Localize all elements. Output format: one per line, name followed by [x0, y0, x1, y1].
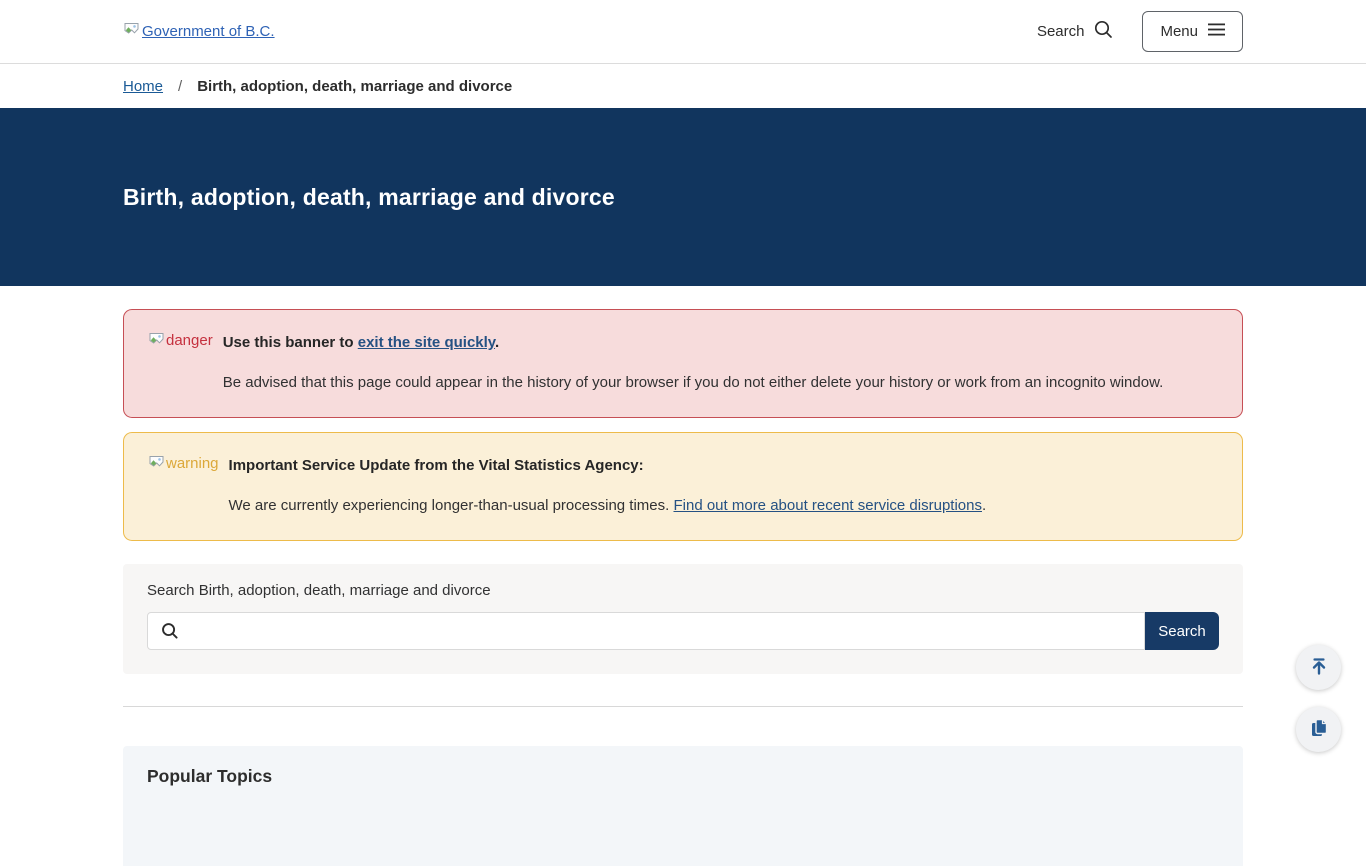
- warning-body-text: We are currently experiencing longer-than-usual processing times.: [228, 497, 674, 514]
- topic-search-panel: [123, 564, 1243, 674]
- danger-icon-alt-text: danger: [166, 332, 213, 349]
- topic-search-submit-button[interactable]: Search: [1145, 612, 1219, 650]
- warning-alert-body: [229, 496, 1218, 516]
- breadcrumb: [0, 64, 1366, 108]
- hamburger-icon: [1208, 23, 1225, 40]
- danger-alert: [123, 309, 1243, 418]
- magnifier-icon: [1093, 19, 1114, 44]
- header-search-button[interactable]: [1037, 19, 1115, 44]
- danger-alert-heading: [223, 332, 1218, 352]
- danger-lead-suffix: .: [495, 334, 500, 351]
- exit-site-quickly-link[interactable]: exit the site quickly: [357, 334, 496, 351]
- danger-lead-text: Use this banner to: [222, 334, 358, 351]
- danger-alert-icon-cell: [148, 332, 213, 352]
- service-disruptions-link[interactable]: Find out more about recent service disruptions: [673, 497, 982, 514]
- site-header: [0, 0, 1366, 64]
- arrow-up-to-line-icon: [1308, 655, 1330, 680]
- main-content: [123, 286, 1243, 866]
- section-divider: [123, 706, 1243, 707]
- warning-icon-alt-text: warning: [166, 455, 219, 472]
- breadcrumb-current-page: Birth, adoption, death, marriage and divorce: [197, 77, 513, 95]
- topic-search-label: Search Birth, adoption, death, marriage and divorce: [147, 582, 491, 599]
- warning-body-suffix: .: [981, 497, 987, 514]
- broken-image-icon: [148, 455, 165, 475]
- danger-alert-body: Be advised that this page could appear in the history of your browser if you do not either delete your history or work from an incognito window.: [222, 374, 1164, 391]
- menu-button-label: Menu: [1160, 23, 1198, 40]
- broken-image-icon: [148, 332, 165, 352]
- warning-alert-heading: Important Service Update from the Vital Statistics Agency:: [228, 457, 644, 474]
- page-title: Birth, adoption, death, marriage and divorce: [123, 183, 615, 210]
- hero-banner: [0, 108, 1366, 286]
- popular-topics-heading: Popular Topics: [147, 766, 273, 786]
- logo-alt-text: Government of B.C.: [142, 23, 275, 40]
- breadcrumb-separator: /: [178, 77, 183, 95]
- warning-alert-icon-cell: [148, 455, 219, 475]
- copy-pages-icon: [1308, 717, 1330, 742]
- broken-image-icon: [123, 22, 140, 42]
- topic-search-input[interactable]: [147, 612, 1145, 650]
- warning-alert: [123, 432, 1243, 541]
- menu-button[interactable]: [1142, 11, 1243, 52]
- popular-topics-section: [123, 746, 1243, 866]
- gov-bc-logo-link[interactable]: [123, 22, 275, 42]
- header-search-label: Search: [1036, 23, 1085, 40]
- breadcrumb-home-link[interactable]: Home: [123, 77, 164, 95]
- back-to-top-button[interactable]: [1296, 645, 1341, 690]
- copy-page-button[interactable]: [1296, 707, 1341, 752]
